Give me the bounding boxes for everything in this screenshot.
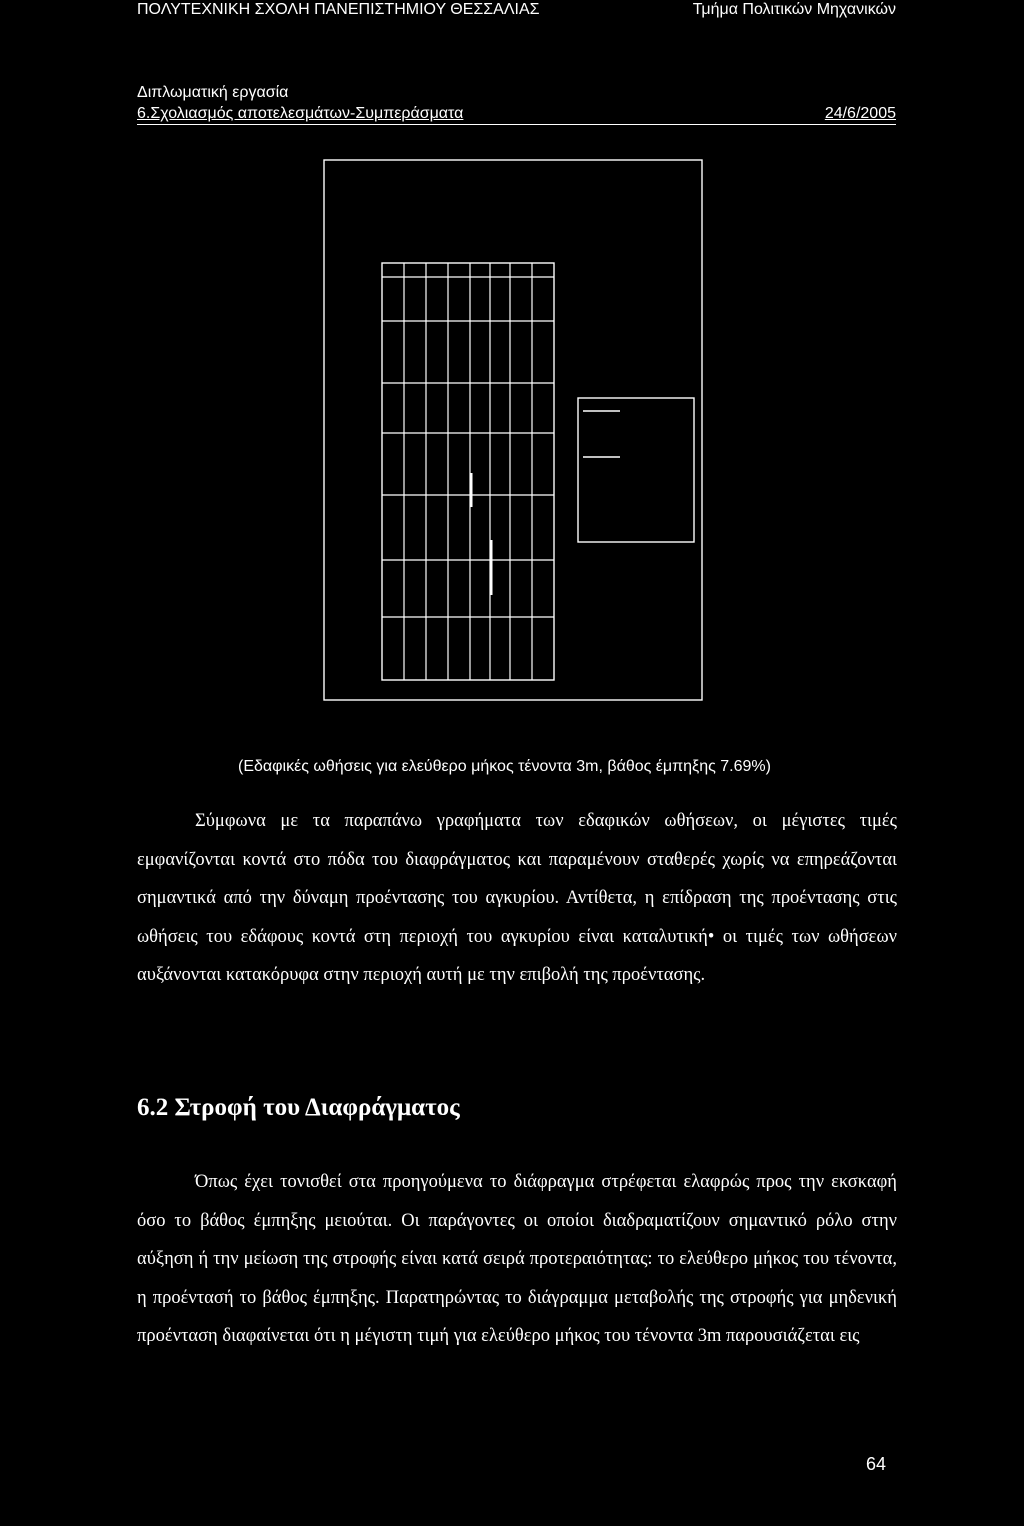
header-chapter-row [137,104,896,124]
header-doc-type-row [137,83,896,103]
header-rule [137,124,896,125]
header-date: 24/6/2005 [824,105,896,122]
header-institution: ΠΟΛΥΤΕΧΝΙΚΗ ΣΧΟΛΗ ΠΑΝΕΠΙΣΤΗΜΙΟΥ ΘΕΣΣΑΛΙΑΣ [137,1,540,18]
page-number: 64 [865,1454,886,1474]
figure-outer-frame [324,160,702,700]
page-header [137,0,896,20]
legend-box [578,398,694,542]
header-department: Τμήμα Πολιτικών Μηχανικών [692,1,896,18]
figure-caption: (Εδαφικές ωθήσεις για ελεύθερο μήκος τένοντα 3m, βάθος έμπηξης 7.69%) [238,758,771,775]
paragraph-soil-pressures: Σύμφωνα με τα παραπάνω γραφήματα των εδαφικών ωθήσεων, οι μέγιστες τιμές εμφανίζονται κοντά στο πόδα του διαφράγματος και παραμένουν σταθερές χωρίς να επηρεάζονται σημαντικά από την δύναμη προέντασης του αγκυρίου. Αντίθετα, η επίδραση της προέντασης στις ωθήσεις του εδάφους κοντά στη περιοχή του αγκυρίου είναι καταλυτική• οι τιμές των ωθήσεων αυξάνονται κατακόρυφα στην περιοχή αυτή με την επιβολή της προέντασης. [137,811,897,985]
paragraph-rotation: Όπως έχει τονισθεί στα προηγούμενα το διάφραγμα στρέφεται ελαφρώς προς την εκσκαφή όσο το βάθος έμπηξης μειούται. Οι παράγοντες οι οποίοι διαδραματίζουν σημαντικό ρόλο στην αύξηση ή την μείωση της στροφής είναι κατά σειρά προτεραιότητας: το ελεύθερο μήκος του τένοντα, η προέντασή το βάθος έμπηξης. Παρατηρώντας το διάγραμμα μεταβολής της στροφής για μηδενική προένταση διαφαίνεται ότι η μέγιστη τιμή για ελεύθερο μήκος του τένοντα 3m παρουσιάζεται εις [137,1172,897,1346]
section-heading: 6.2 Στροφή του Διαφράγματος [137,1094,460,1121]
header-doc-type: Διπλωματική εργασία [137,84,289,101]
soil-pressure-figure [320,155,710,710]
header-chapter: 6.Σχολιασμός αποτελεσμάτων-Συμπεράσματα [137,105,464,122]
